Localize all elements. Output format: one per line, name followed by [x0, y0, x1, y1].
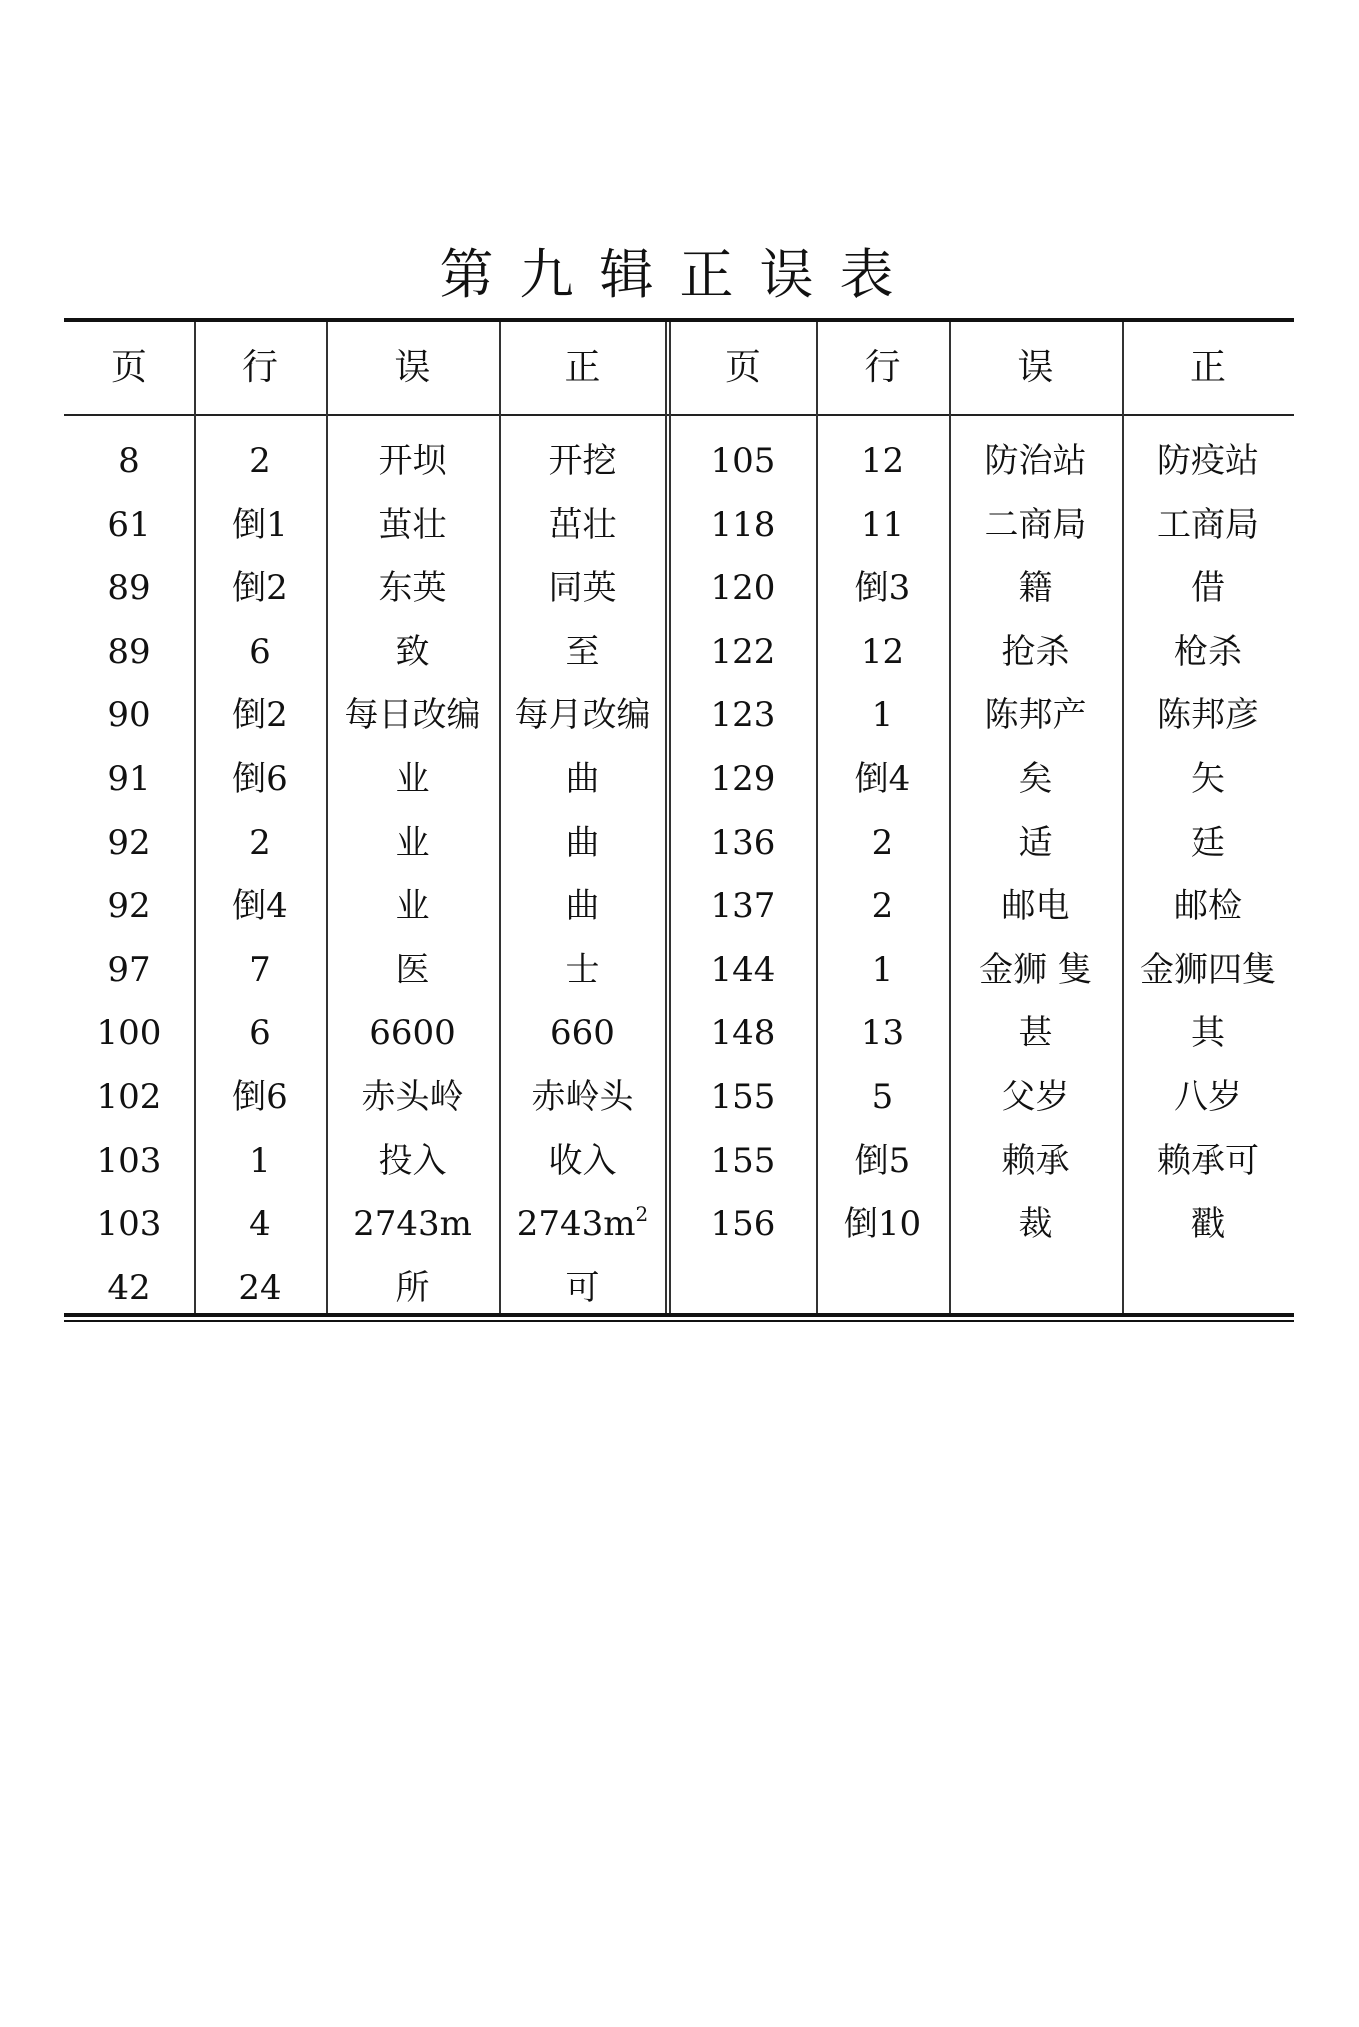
cell-error: 金狮 隻 [979, 950, 1092, 990]
cell-correction: 其 [1191, 1013, 1225, 1053]
cell-page: 91 [107, 759, 151, 799]
cell-page: 103 [96, 1204, 162, 1244]
cell-line: 2 [871, 823, 894, 863]
table-bottom-rule [64, 1313, 1294, 1317]
cell-page: 105 [710, 441, 776, 481]
cell-error: 适 [1018, 823, 1053, 863]
cell-page: 61 [107, 505, 151, 545]
header-line: 行 [864, 347, 901, 388]
cell-error: 茧壮 [378, 505, 447, 545]
cell-error: 致 [395, 632, 430, 672]
cell-error: 医 [395, 950, 430, 990]
cell-correction: 开挖 [548, 441, 617, 481]
cell-line: 6 [249, 632, 271, 672]
cell-line: 倒4 [232, 886, 288, 926]
cell-correction: 工商局 [1157, 505, 1259, 545]
cell-correction: 防疫站 [1157, 441, 1259, 481]
cell-line: 2 [871, 886, 894, 926]
cell-correction: 至 [565, 632, 600, 672]
cell-correction: 曲 [565, 886, 600, 926]
cell-error: 所 [395, 1268, 430, 1308]
cell-line: 倒2 [232, 695, 288, 735]
cell-error: 矣 [1018, 759, 1053, 799]
cell-line: 1 [871, 695, 894, 735]
cell-page: 137 [710, 886, 776, 926]
cell-error: 甚 [1018, 1013, 1053, 1053]
cell-correction: 660 [550, 1013, 615, 1053]
cell-error: 业 [395, 823, 430, 863]
cell-error: 投入 [378, 1141, 447, 1181]
cell-correction: 八岁 [1174, 1077, 1242, 1117]
cell-correction: 戳 [1191, 1204, 1225, 1244]
cell-error: 籍 [1018, 568, 1053, 608]
header-page: 页 [110, 347, 147, 388]
cell-page: 90 [107, 695, 151, 735]
cell-correction: 每月改编 [514, 695, 651, 735]
cell-error: 赖承 [1001, 1141, 1070, 1181]
cell-line: 1 [249, 1141, 271, 1181]
cell-line: 倒10 [843, 1204, 922, 1244]
cell-error: 每日改编 [344, 695, 481, 735]
cell-error: 陈邦产 [984, 695, 1087, 735]
superscript-two: 2 [635, 1202, 649, 1226]
header-rule [64, 414, 1294, 416]
cell-line: 13 [860, 1013, 905, 1053]
cell-correction: 陈邦彦 [1157, 695, 1259, 735]
table-top-rule [64, 318, 1294, 322]
cell-page: 144 [710, 950, 776, 990]
cell-correction: 曲 [565, 759, 600, 799]
cell-line: 12 [860, 632, 905, 672]
cell-page: 136 [710, 823, 776, 863]
cell-error: 父岁 [1001, 1077, 1070, 1117]
cell-page: 97 [107, 950, 151, 990]
cell-error: 6600 [369, 1013, 456, 1053]
cell-line: 倒2 [232, 568, 288, 608]
cell-page: 89 [107, 632, 151, 672]
cell-error: 赤头岭 [361, 1077, 464, 1117]
cell-line: 倒6 [232, 1077, 288, 1117]
cell-error: 开坝 [378, 441, 447, 481]
cell-line: 24 [238, 1268, 282, 1308]
cell-line: 12 [860, 441, 905, 481]
cell-page: 148 [710, 1013, 776, 1053]
cell-error: 业 [395, 886, 430, 926]
cell-page: 89 [107, 568, 151, 608]
header-error: 误 [1017, 347, 1054, 388]
header-page: 页 [724, 347, 761, 388]
cell-correction: 邮检 [1174, 886, 1242, 926]
cell-page: 155 [710, 1077, 776, 1117]
cell-error: 业 [395, 759, 430, 799]
cell-page: 92 [107, 886, 151, 926]
header-error: 误 [394, 347, 431, 388]
header-correction: 正 [1189, 347, 1226, 388]
cell-correction: 借 [1191, 568, 1225, 608]
cell-page: 156 [710, 1204, 776, 1244]
cell-correction: 可 [565, 1268, 600, 1308]
cell-page: 103 [96, 1141, 162, 1181]
cell-line: 倒5 [854, 1141, 911, 1181]
cell-line: 2 [249, 441, 271, 481]
cell-correction: 曲 [565, 823, 600, 863]
cell-line: 5 [871, 1077, 894, 1117]
cell-correction: 廷 [1191, 823, 1225, 863]
header-correction: 正 [564, 347, 601, 388]
cell-error: 防治站 [984, 441, 1087, 481]
cell-correction: 士 [565, 950, 600, 990]
cell-page: 92 [107, 823, 151, 863]
cell-line: 倒6 [232, 759, 288, 799]
cell-line: 倒1 [232, 505, 288, 545]
cell-line: 1 [871, 950, 894, 990]
cell-correction: 收入 [548, 1141, 617, 1181]
cell-correction: 矢 [1191, 759, 1225, 799]
header-line: 行 [241, 347, 278, 388]
cell-page: 102 [96, 1077, 162, 1117]
cell-correction: 枪杀 [1174, 632, 1242, 672]
cell-page: 129 [710, 759, 776, 799]
cell-line: 11 [860, 505, 905, 545]
cell-page: 120 [710, 568, 776, 608]
cell-line: 倒3 [854, 568, 911, 608]
cell-page: 155 [710, 1141, 776, 1181]
cell-error: 抢杀 [1001, 632, 1070, 672]
cell-page: 122 [710, 632, 776, 672]
cell-line: 6 [249, 1013, 271, 1053]
cell-page: 42 [107, 1268, 151, 1308]
cell-error: 2743m [353, 1204, 472, 1244]
cell-correction: 赤岭头 [531, 1077, 634, 1117]
cell-line: 2 [249, 823, 271, 863]
cell-page: 118 [710, 505, 776, 545]
cell-page: 123 [710, 695, 776, 735]
cell-error: 裁 [1018, 1204, 1053, 1244]
cell-line: 7 [249, 950, 271, 990]
cell-correction: $2743m^2$ [516, 1202, 649, 1244]
cell-page: 100 [96, 1013, 162, 1053]
cell-page: 8 [118, 441, 140, 481]
table-bottom-rule-thin [64, 1320, 1294, 1322]
cell-error: 东英 [378, 568, 447, 608]
cell-correction: 同英 [548, 568, 617, 608]
page-title: 第九辑正误表 [439, 243, 920, 306]
cell-line: 倒4 [854, 759, 911, 799]
cell-line: 4 [249, 1204, 271, 1244]
cell-error: 邮电 [1001, 886, 1070, 926]
cell-correction: 金狮四隻 [1140, 950, 1276, 990]
cell-correction: 赖承可 [1157, 1141, 1259, 1181]
errata-table [64, 318, 1294, 1324]
cell-correction: 茁壮 [548, 505, 617, 545]
cell-error: 二商局 [984, 505, 1087, 545]
